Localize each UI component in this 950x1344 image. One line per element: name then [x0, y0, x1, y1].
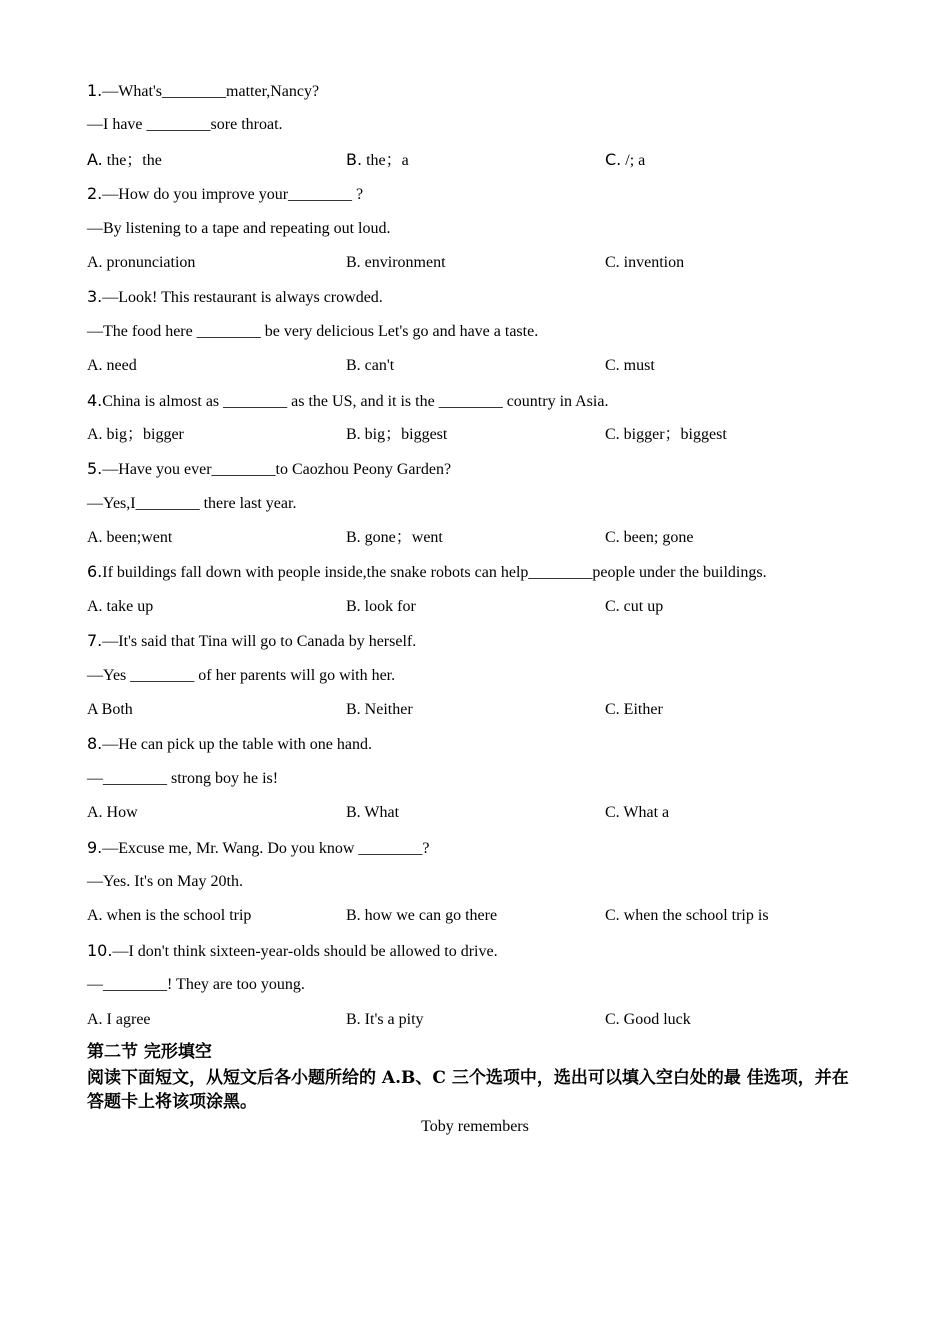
question-number: 8.: [87, 734, 103, 754]
question-2-options: [87, 248, 867, 282]
question-8-stem: 8.—He can pick up the table with one hand.: [87, 734, 372, 754]
option-a[interactable]: A. when is the school trip: [87, 907, 252, 925]
option-c[interactable]: C. Good luck: [605, 1010, 691, 1028]
question-number: 4.: [87, 390, 103, 410]
option-a[interactable]: A. the；the: [87, 149, 162, 169]
question-number: 1.: [87, 81, 103, 100]
section-title: 第二节 完形填空: [87, 1042, 212, 1062]
question-1-stem: 1.—What's________matter,Nancy?: [87, 81, 320, 100]
question-3-reply: —The food here ________ be very delicious Let's go and have a taste.: [87, 322, 539, 340]
question-1-reply: —I have ________sore throat.: [87, 116, 283, 134]
option-b[interactable]: B. can't: [346, 357, 395, 375]
passage-title: Toby remembers: [421, 1118, 529, 1135]
question-10-reply: —________! They are too young.: [87, 976, 305, 994]
option-a[interactable]: A. How: [87, 804, 138, 822]
question-3-stem: 3.—Look! This restaurant is always crowded.: [87, 287, 383, 307]
option-b[interactable]: B. big；biggest: [346, 425, 448, 443]
question-9-options: [87, 901, 867, 935]
question-10-stem: 10.—I don't think sixteen-year-olds should be allowed to drive.: [87, 940, 498, 960]
question-5-reply: —Yes,I________ there last year.: [87, 494, 297, 512]
question-5-stem: 5.—Have you ever________to Caozhou Peony Garden?: [87, 459, 452, 479]
question-9-stem: 9.—Excuse me, Mr. Wang. Do you know ________?: [87, 837, 430, 857]
option-b[interactable]: B. environment: [346, 253, 446, 271]
question-number: 6.: [87, 562, 103, 582]
option-b[interactable]: B. Neither: [346, 701, 413, 719]
option-c[interactable]: C. must: [605, 357, 655, 375]
question-8-options: [87, 798, 867, 832]
option-c[interactable]: C. Either: [605, 701, 663, 719]
question-2-stem: 2.—How do you improve your________ ?: [87, 184, 364, 204]
question-8-reply: —________ strong boy he is!: [87, 769, 279, 787]
question-number: 10.: [87, 940, 113, 960]
option-a[interactable]: A. need: [87, 357, 137, 375]
question-10-options: [87, 1005, 867, 1039]
option-c[interactable]: C. bigger；biggest: [605, 425, 727, 443]
question-9-reply: —Yes. It's on May 20th.: [87, 872, 243, 890]
option-a[interactable]: A. I agree: [87, 1010, 151, 1028]
option-b[interactable]: B. What: [346, 804, 400, 822]
section-instructions: 阅读下面短文，从短文后各小题所给的 A.B、C 三个选项中，选出可以填入空白处的最 佳选项，并在答题卡上将该项涂黑。: [87, 1068, 849, 1112]
question-number: 2.: [87, 184, 103, 204]
question-3-options: [87, 351, 867, 385]
question-6-options: [87, 592, 867, 626]
option-c[interactable]: C. when the school trip is: [605, 907, 769, 925]
question-4-options: [87, 420, 867, 454]
option-b[interactable]: B. It's a pity: [346, 1010, 424, 1028]
option-c[interactable]: C. been; gone: [605, 529, 694, 547]
option-b[interactable]: B. the；a: [346, 149, 409, 169]
option-c[interactable]: C. invention: [605, 253, 685, 271]
question-5-options: [87, 523, 867, 557]
question-list: [87, 76, 867, 1039]
question-number: 5.: [87, 459, 103, 479]
question-2-reply: —By listening to a tape and repeating out loud.: [87, 219, 391, 237]
question-7-stem: 7.—It's said that Tina will go to Canada by herself.: [87, 631, 417, 651]
option-b[interactable]: B. gone；went: [346, 529, 443, 547]
option-b[interactable]: B. look for: [346, 597, 416, 615]
question-7-options: [87, 695, 867, 729]
option-c[interactable]: C. cut up: [605, 597, 664, 615]
question-1-options: [87, 145, 867, 179]
option-a[interactable]: A. big；bigger: [87, 425, 184, 443]
option-a[interactable]: A Both: [87, 701, 133, 719]
question-6-stem: 6.If buildings fall down with people inside,the snake robots can help________people under the buildings.: [87, 562, 767, 582]
question-4-stem: 4.China is almost as ________ as the US, and it is the ________ country in Asia.: [87, 390, 609, 410]
option-a[interactable]: A. been;went: [87, 529, 173, 547]
question-number: 9.: [87, 837, 103, 857]
option-c[interactable]: C. What a: [605, 804, 670, 822]
question-number: 3.: [87, 287, 103, 307]
question-7-reply: —Yes ________ of her parents will go with her.: [87, 666, 396, 684]
option-a[interactable]: A. take up: [87, 597, 154, 615]
option-c[interactable]: C. /; a: [605, 149, 646, 169]
question-number: 7.: [87, 631, 103, 651]
option-b[interactable]: B. how we can go there: [346, 907, 498, 925]
option-a[interactable]: A. pronunciation: [87, 253, 196, 271]
